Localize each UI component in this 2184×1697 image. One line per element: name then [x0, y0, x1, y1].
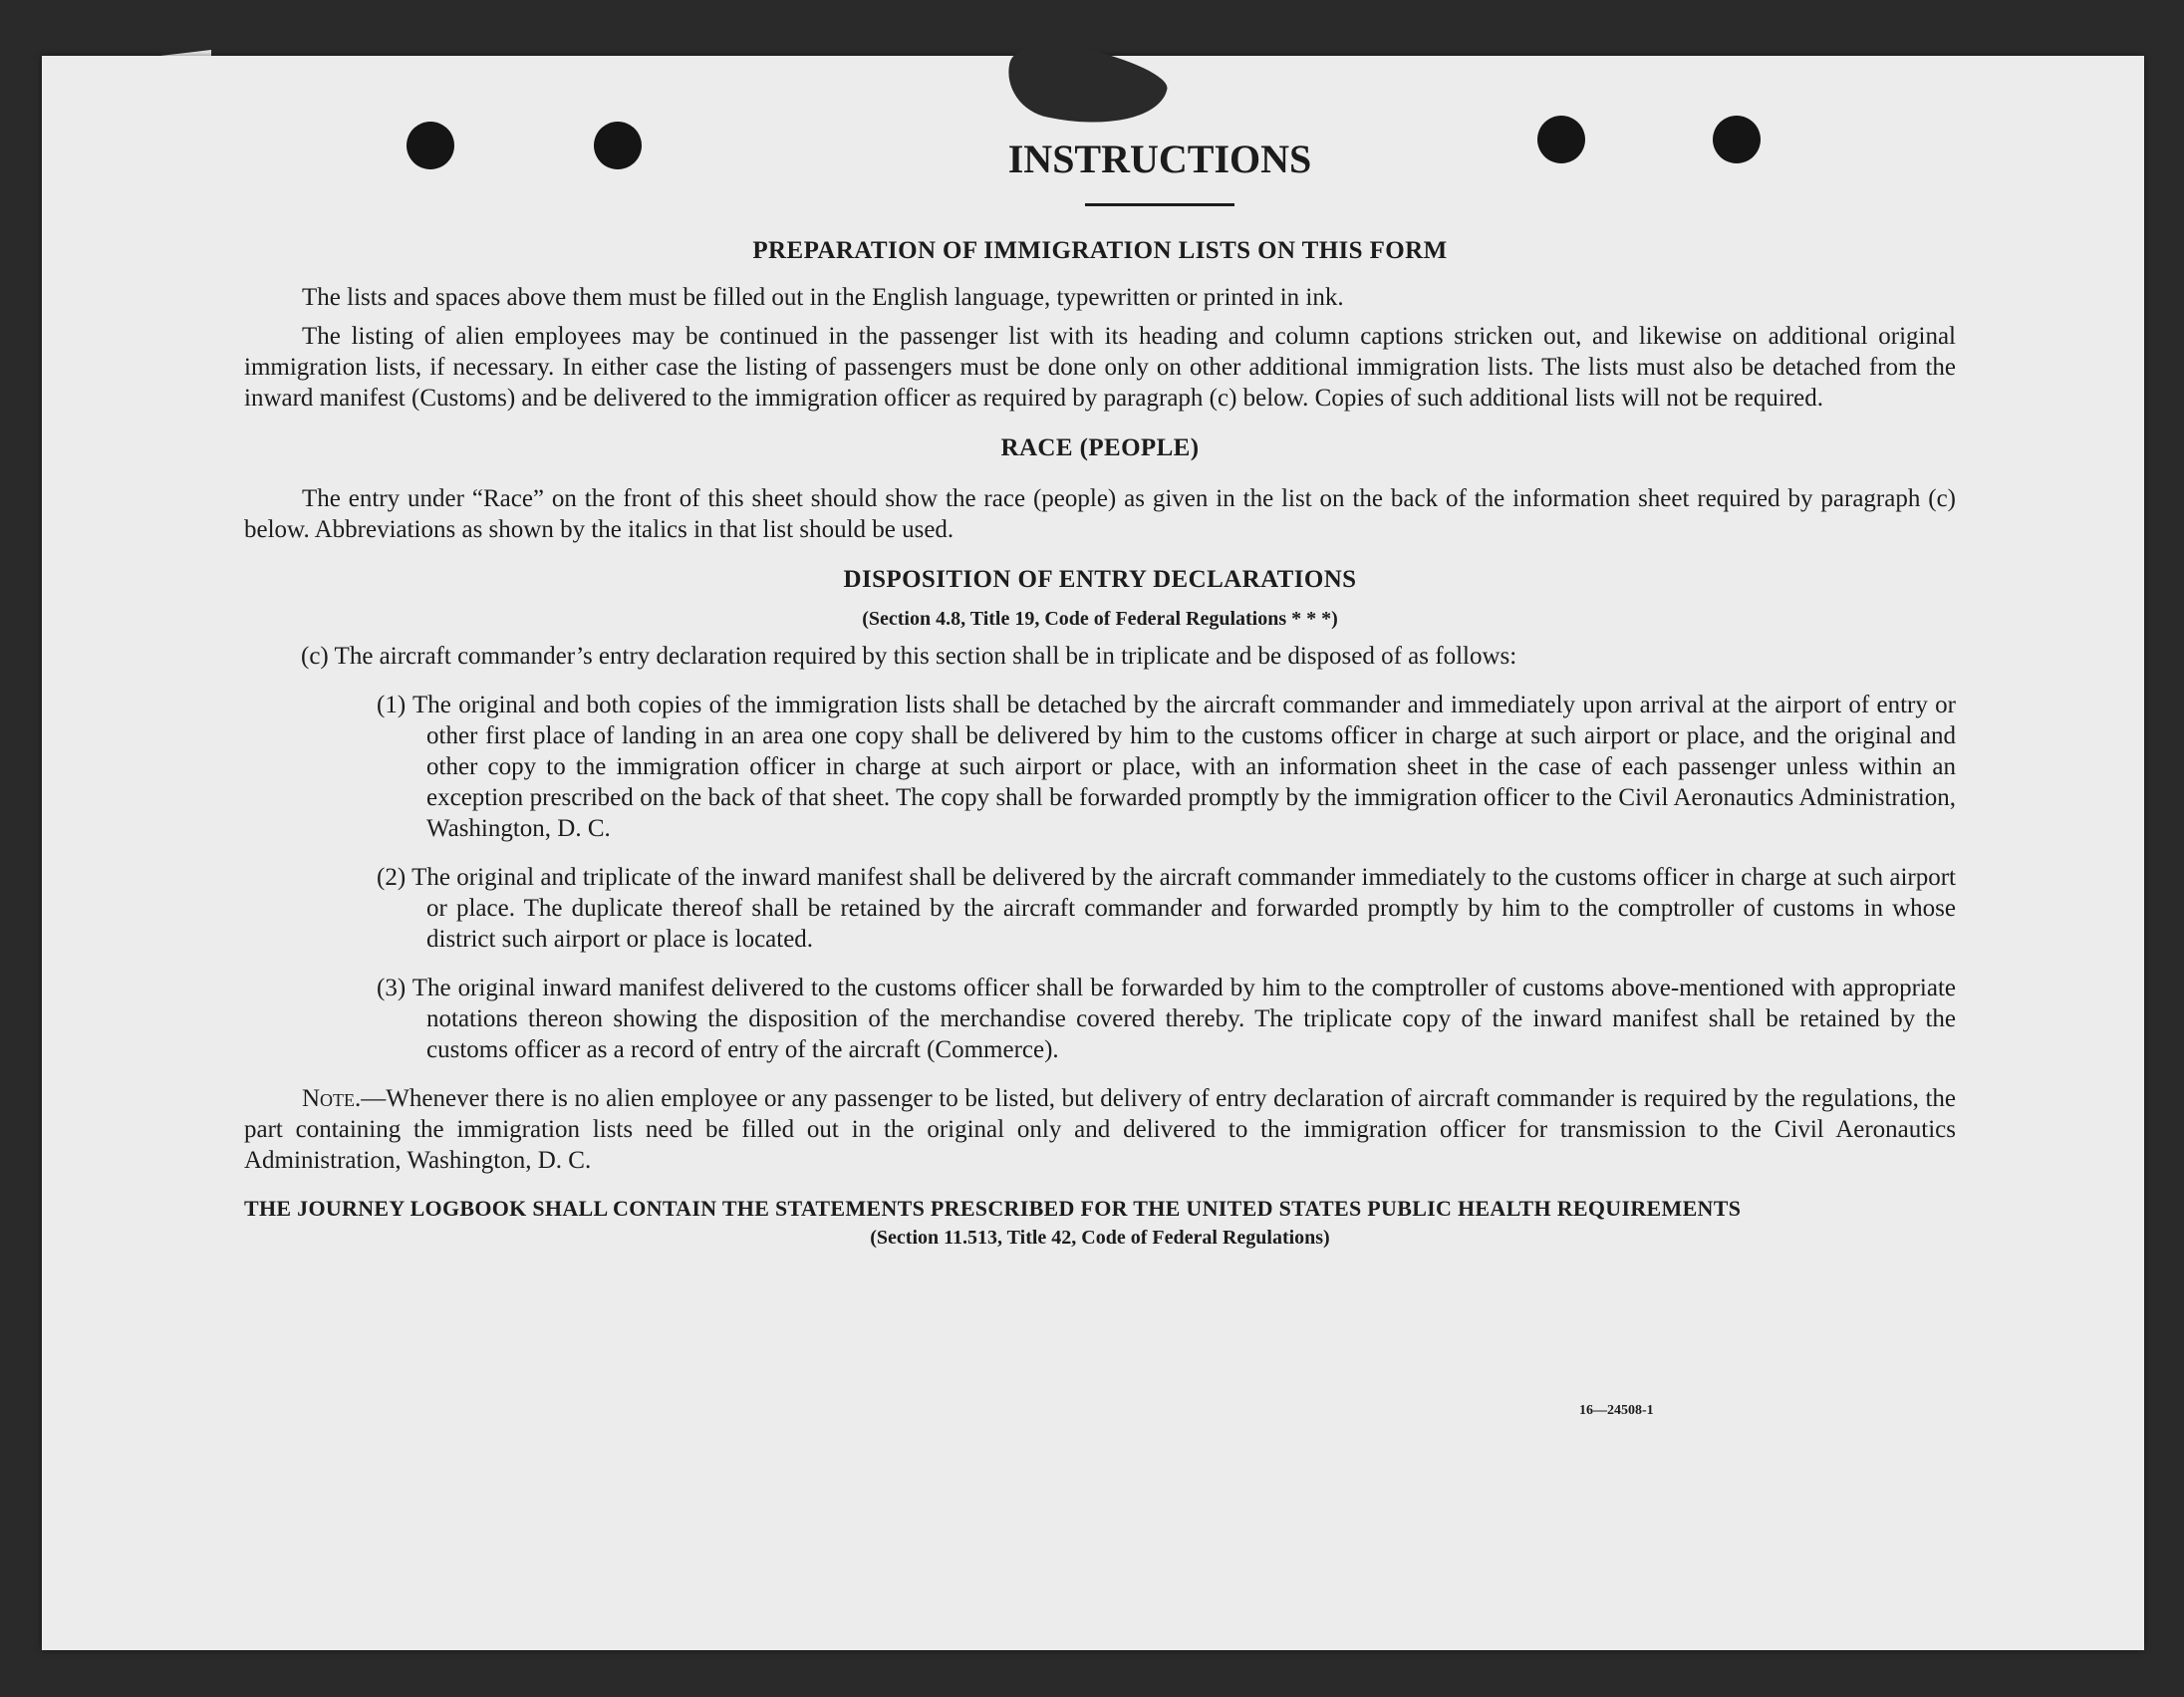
- preparation-paragraph-2: The listing of alien employees may be continued in the passenger list with its heading and column captions stricken out, and likewise on additional original immigration lists, if necessary. In either case the listing of passengers must be done only on other additional immigration lists. The lists must also be detached from the inward manifest (Customs) and be delivered to the immigration officer as required by paragraph (c) below. Copies of such additional lists will not be required.: [244, 323, 1956, 412]
- section-heading-race: RACE (PEOPLE): [1000, 434, 1200, 461]
- document-content: [244, 130, 1956, 1252]
- title-rule: [1085, 203, 1234, 206]
- note-label: Note.: [302, 1085, 362, 1112]
- list-item-3: (3) The original inward manifest delivered to the customs officer shall be forwarded by him to the comptroller of customs above-mentioned with appropriate notations thereon showing the disposition of the merchandise covered thereby. The triplicate copy of the inward manifest shall be retained by the customs officer as a record of entry of the aircraft (Commerce).: [377, 975, 1956, 1063]
- disposition-reference: (Section 4.8, Title 19, Code of Federal Regulations * * *): [862, 608, 1338, 630]
- list-item-2: (2) The original and triplicate of the inward manifest shall be delivered by the aircraft commander immediately to the customs officer in charge at such airport or place. The duplicate thereof shall be retained by the aircraft commander and forwarded promptly by him to the comptroller of customs in whose district such airport or place is located.: [377, 864, 1956, 953]
- document-title: INSTRUCTIONS: [1007, 137, 1312, 181]
- note-text: —Whenever there is no alien employee or any passenger to be listed, but delivery of entry declaration of aircraft commander is required by the regulations, the part containing the immigration lists need be filled out in the original only and delivered to the immigration officer for transmission to the Civil Aeronautics Administration, Washington, D. C.: [244, 1085, 1956, 1174]
- list-item-1: (1) The original and both copies of the immigration lists shall be detached by the aircraft commander and immediately upon arrival at the airport of entry or other first place of landing in an area one copy shall be delivered by him to the customs officer in charge at such airport or place, and the original and other copy to the immigration officer in charge at such airport or place, with an information sheet in the case of each passenger unless within an exception prescribed on the back of that sheet. The copy shall be forwarded promptly by the immigration officer to the Civil Aeronautics Administration, Washington, D. C.: [377, 692, 1956, 842]
- health-requirements-statement: THE JOURNEY LOGBOOK SHALL CONTAIN THE STATEMENTS PRESCRIBED FOR THE UNITED STATES PUBLIC HEALTH REQUIREMENTS: [244, 1196, 1742, 1221]
- note-paragraph: [244, 1083, 1956, 1176]
- paragraph-c: (c) The aircraft commander’s entry declaration required by this section shall be in triplicate and be disposed of as follows:: [301, 643, 1517, 670]
- form-number: 16—24508-1: [1579, 1403, 1654, 1418]
- race-paragraph: The entry under “Race” on the front of this sheet should show the race (people) as given in the list on the back of the information sheet required by paragraph (c) below. Abbreviations as shown by the italics in that list should be used.: [244, 485, 1956, 543]
- preparation-paragraph-1: The lists and spaces above them must be filled out in the English language, typewritten or printed in ink.: [302, 284, 1344, 311]
- section-heading-disposition: DISPOSITION OF ENTRY DECLARATIONS: [843, 566, 1357, 593]
- health-requirements-reference: (Section 11.513, Title 42, Code of Federal Regulations): [870, 1227, 1330, 1249]
- section-heading-preparation: PREPARATION OF IMMIGRATION LISTS ON THIS FORM: [752, 237, 1448, 264]
